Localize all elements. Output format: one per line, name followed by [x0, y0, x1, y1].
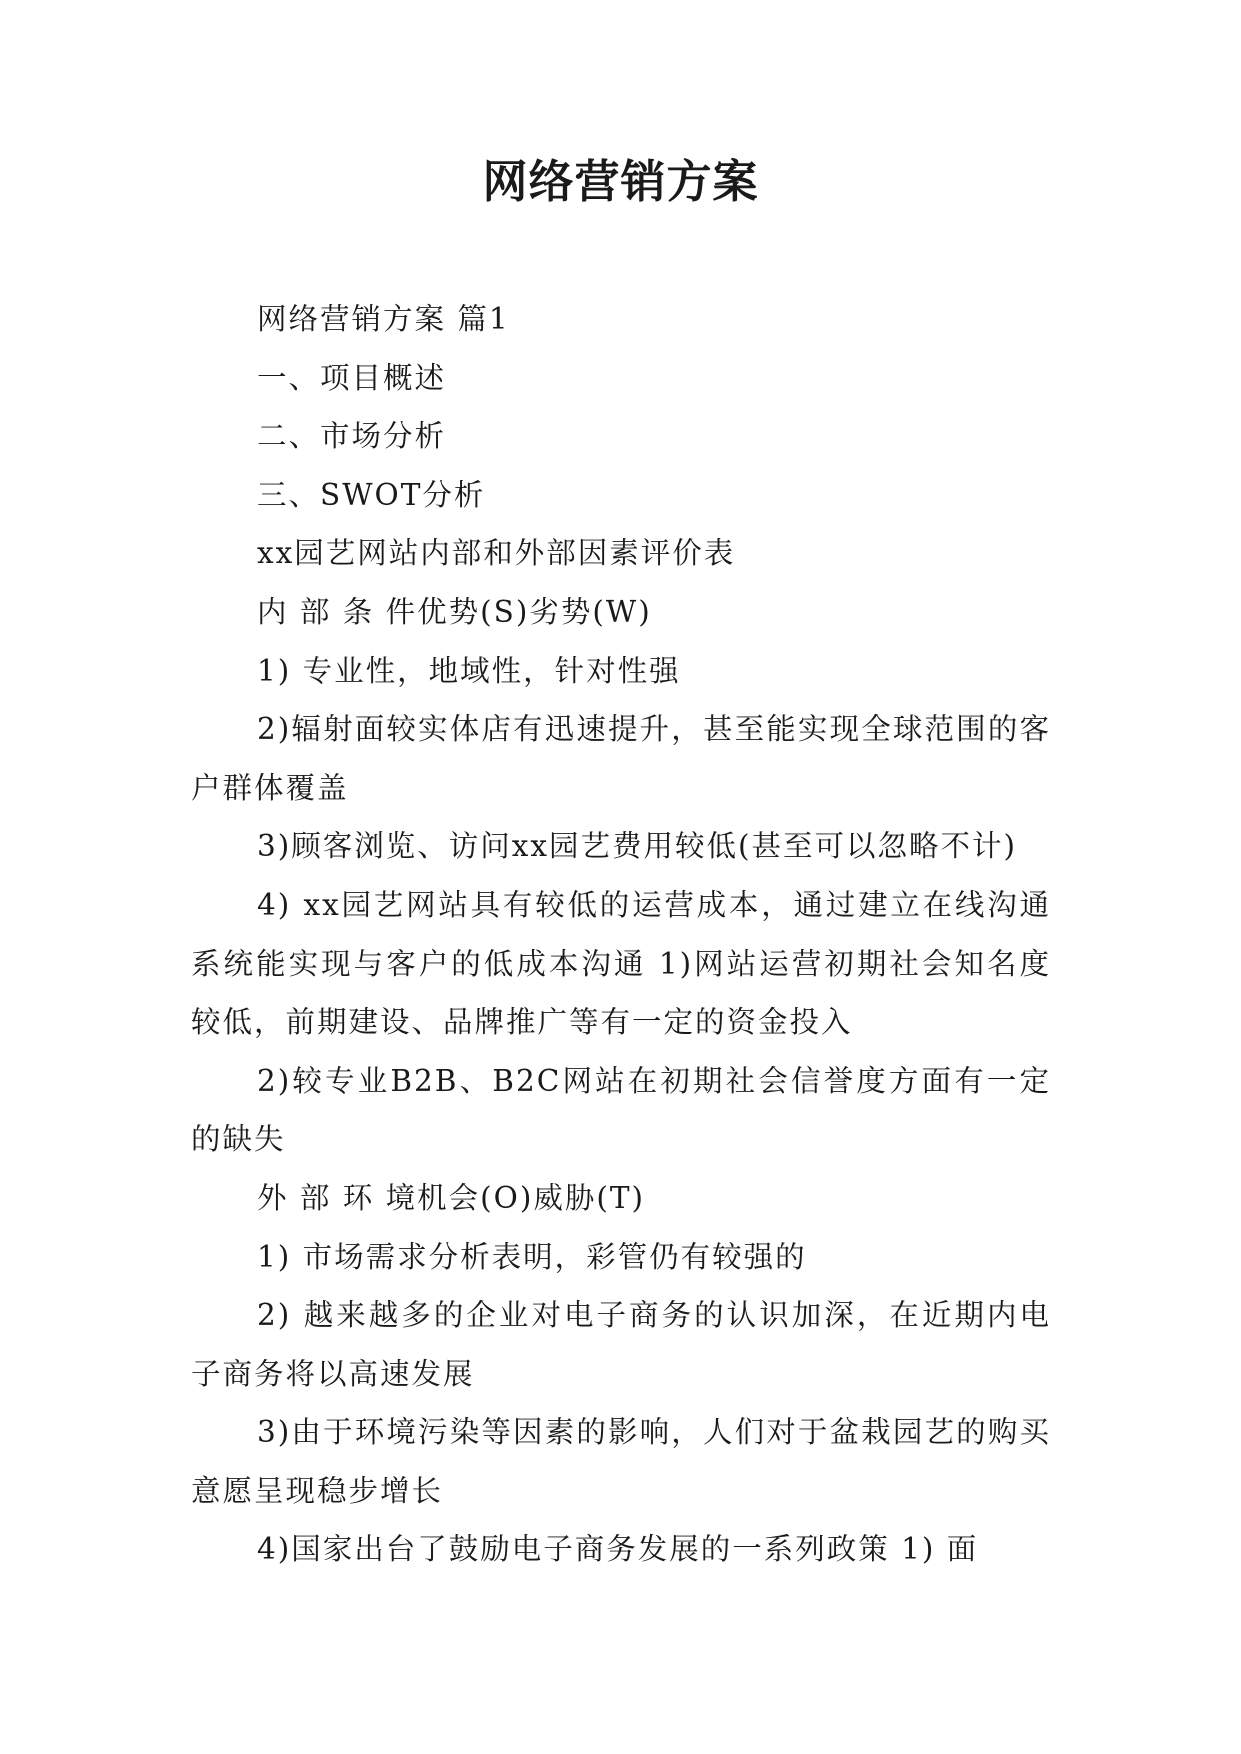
paragraph-opportunity-1: 1) 市场需求分析表明，彩管仍有较强的 [257, 1239, 807, 1274]
document-title: 网络营销方案 [482, 155, 759, 208]
paragraph-section-heading: 网络营销方案 篇1 [257, 302, 510, 336]
paragraph-strength-2: 2)辐射面较实体店有迅速提升，甚至能实现全球范围的客户群体覆盖 [191, 712, 1051, 805]
paragraph-opportunity-3: 3)由于环境污染等因素的影响，人们对于盆栽园艺的购买意愿呈现稳步增长 [191, 1415, 1051, 1508]
document-body [191, 290, 1051, 1579]
paragraph-internal-conditions: 内 部 条 件优势(S)劣势(W) [257, 594, 652, 629]
paragraph-market-analysis: 二、市场分析 [257, 419, 447, 454]
paragraph-external-environment: 外 部 环 境机会(O)威胁(T) [257, 1180, 646, 1215]
paragraph-opportunity-4: 4)国家出台了鼓励电子商务发展的一系列政策 1) 面 [257, 1532, 979, 1567]
paragraph-weakness-2: 2)较专业B2B、B2C网站在初期社会信誉度方面有一定的缺失 [191, 1063, 1051, 1157]
paragraph-strength-4: 4) xx园艺网站具有较低的运营成本，通过建立在线沟通系统能实现与客户的低成本沟通 1)网站运营初期社会知名度较低，前期建设、品牌推广等有一定的资金投入 [191, 887, 1051, 1040]
paragraph-strength-1: 1) 专业性，地域性，针对性强 [257, 653, 681, 688]
paragraph-project-overview: 一、项目概述 [257, 360, 447, 395]
paragraph-strength-3: 3)顾客浏览、访问xx园艺费用较低(甚至可以忽略不计) [257, 829, 1018, 864]
paragraph-evaluation-table-title: xx园艺网站内部和外部因素评价表 [257, 536, 736, 571]
paragraph-opportunity-2: 2) 越来越多的企业对电子商务的认识加深，在近期内电子商务将以高速发展 [191, 1298, 1051, 1391]
paragraph-swot-analysis: 三、SWOT分析 [257, 477, 486, 512]
